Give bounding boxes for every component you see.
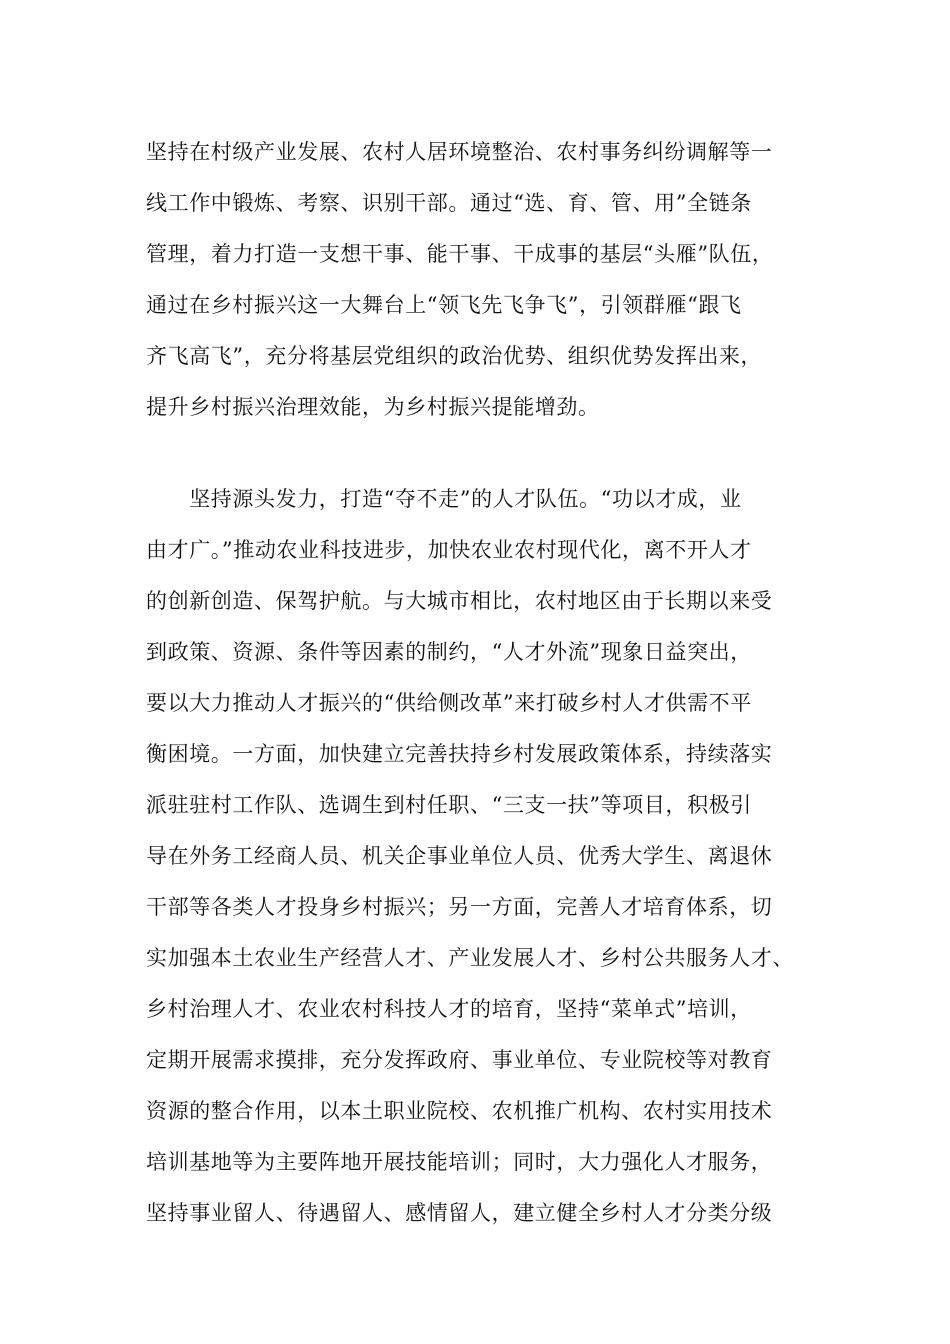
- text-line: 要以大力推动人才振兴的“供给侧改革”来打破乡村人才供需不平: [146, 691, 752, 715]
- text-line: 提升乡村振兴治理效能，为乡村振兴提能增劲。: [146, 395, 600, 419]
- text-line: 衡困境。一方面，加快建立完善扶持乡村发展政策体系，持续落实: [146, 742, 773, 766]
- text-line: 到政策、资源、条件等因素的制约，“人才外流”现象日益突出，: [146, 640, 752, 664]
- paragraph-grassroots-leaders: [146, 127, 806, 433]
- text-line: 管理，着力打造一支想干事、能干事、干成事的基层“头雁”队伍，: [146, 242, 774, 266]
- text-line: 派驻驻村工作队、选调生到村任职、“三支一扶”等项目，积极引: [146, 793, 752, 817]
- text-line: 线工作中锻炼、考察、识别干部。通过“选、育、管、用”全链条: [146, 191, 752, 215]
- text-line: 培训基地等为主要阵地开展技能培训；同时，大力强化人才服务，: [146, 1150, 773, 1174]
- text-line: 由才广。”推动农业科技进步，加快农业农村现代化，离不开人才: [146, 538, 752, 562]
- text-line: 乡村治理人才、农业农村科技人才的培育，坚持“菜单式”培训，: [146, 997, 752, 1021]
- text-line: 实加强本土农业生产经营人才、产业发展人才、乡村公共服务人才、: [146, 946, 794, 970]
- text-line: 齐飞高飞”，充分将基层党组织的政治优势、组织优势发挥出来，: [146, 344, 763, 368]
- text-line: 导在外务工经商人员、机关企事业单位人员、优秀大学生、离退休: [146, 844, 773, 868]
- text-line: 坚持在村级产业发展、农村人居环境整治、农村事务纠纷调解等一: [146, 140, 773, 164]
- text-line: 干部等各类人才投身乡村振兴；另一方面，完善人才培育体系，切: [146, 895, 773, 919]
- text-line: 资源的整合作用，以本土职业院校、农机推广机构、农村实用技术: [146, 1099, 773, 1123]
- text-line: 定期开展需求摸排，充分发挥政府、事业单位、专业院校等对教育: [146, 1048, 773, 1072]
- text-line: 坚持事业留人、待遇留人、感情留人，建立健全乡村人才分类分级: [146, 1201, 773, 1225]
- text-line: 坚持源头发力，打造“夺不走”的人才队伍。“功以才成，业: [146, 487, 742, 511]
- text-line: 通过在乡村振兴这一大舞台上“领飞先飞争飞”，引领群雁“跟飞: [146, 293, 742, 317]
- paragraph-talent-team: [146, 474, 806, 1239]
- text-line: 的创新创造、保驾护航。与大城市相比，农村地区由于长期以来受: [146, 589, 773, 613]
